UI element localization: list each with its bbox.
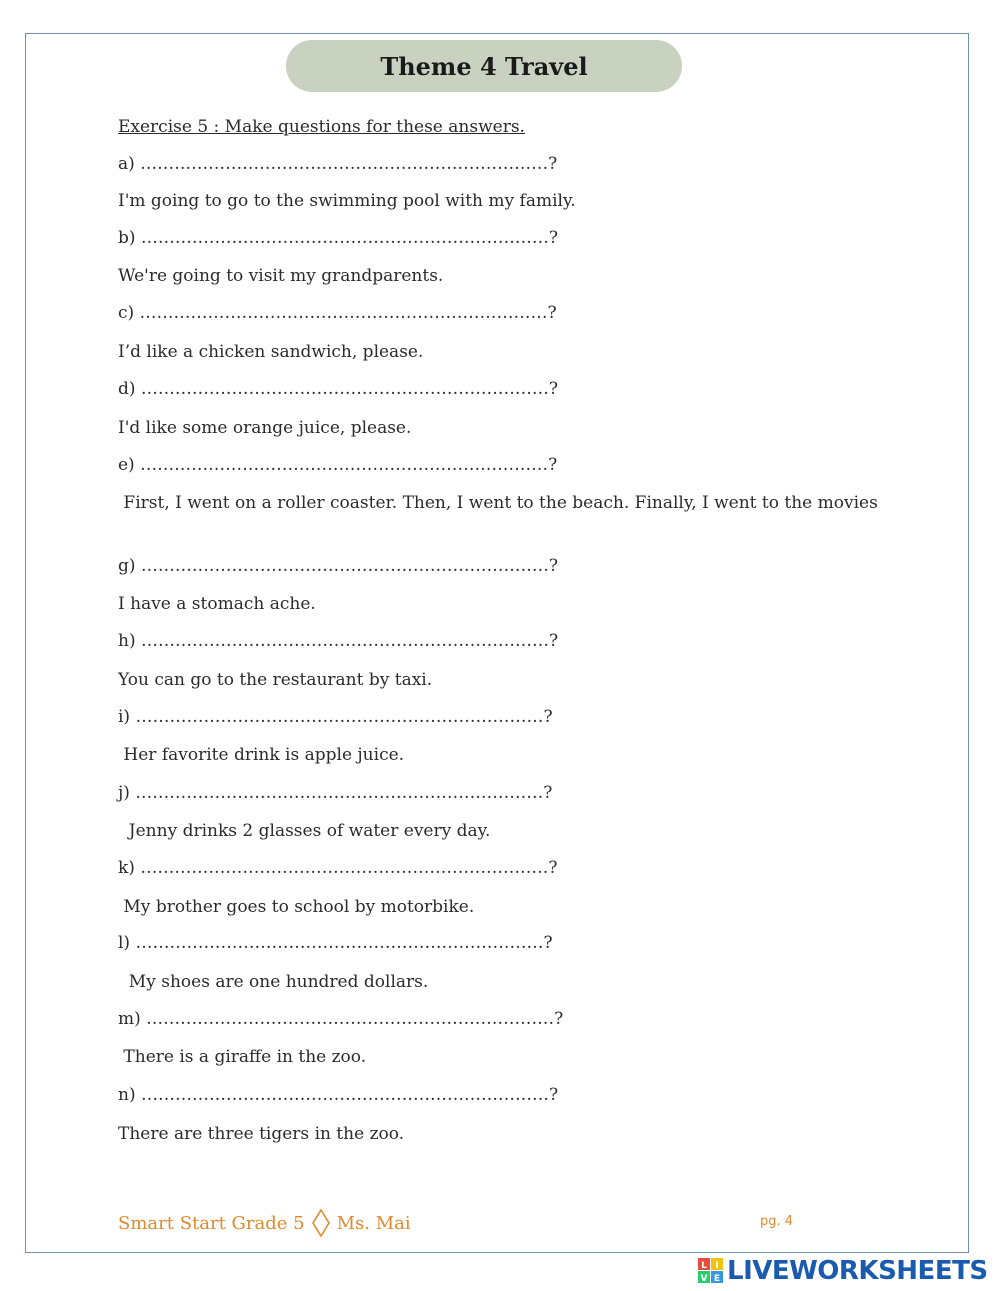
answer-i: Her favorite drink is apple juice. — [118, 745, 405, 765]
answer-b: We're going to visit my grandparents. — [118, 266, 444, 286]
answer-e: First, I went on a roller coaster. Then, I went to the beach. Finally, I went to the movies — [118, 493, 878, 513]
footer-teacher: Ms. Mai — [336, 1212, 411, 1234]
brand-name: LIVEWORKSHEETS — [727, 1256, 988, 1286]
exercise-instruction: Exercise 5 : Make questions for these answers. — [118, 117, 525, 137]
answer-m: There is a giraffe in the zoo. — [118, 1047, 367, 1067]
question-blank-m[interactable]: m) ………………………………………………………………? — [118, 1009, 564, 1029]
question-blank-h[interactable]: h) ………………………………………………………………? — [118, 631, 559, 651]
answer-n: There are three tigers in the zoo. — [118, 1124, 405, 1144]
answer-k: My brother goes to school by motorbike. — [118, 897, 475, 917]
question-blank-b[interactable]: b) ………………………………………………………………? — [118, 228, 559, 248]
question-blank-l[interactable]: l) ………………………………………………………………? — [118, 933, 553, 953]
answer-h: You can go to the restaurant by taxi. — [118, 670, 433, 690]
answer-c: I’d like a chicken sandwich, please. — [118, 342, 424, 362]
question-blank-g[interactable]: g) ………………………………………………………………? — [118, 556, 559, 576]
diamond-icon — [311, 1208, 331, 1238]
question-blank-n[interactable]: n) ………………………………………………………………? — [118, 1085, 559, 1105]
svg-text:L: L — [701, 1261, 707, 1271]
svg-text:I: I — [715, 1261, 719, 1271]
page-title: Theme 4 Travel — [286, 40, 682, 92]
answer-j: Jenny drinks 2 glasses of water every day. — [118, 821, 491, 841]
question-blank-d[interactable]: d) ………………………………………………………………? — [118, 379, 559, 399]
answer-g: I have a stomach ache. — [118, 594, 316, 614]
page-number: pg. 4 — [760, 1214, 794, 1229]
svg-text:V: V — [700, 1274, 708, 1284]
liveworksheets-logo[interactable] — [698, 1256, 988, 1286]
svg-text:E: E — [713, 1274, 721, 1284]
question-blank-j[interactable]: j) ………………………………………………………………? — [118, 783, 553, 803]
answer-l: My shoes are one hundred dollars. — [118, 972, 429, 992]
answer-a: I'm going to go to the swimming pool with my family. — [118, 191, 576, 211]
liveworksheets-logo-icon — [698, 1258, 724, 1284]
question-blank-i[interactable]: i) ………………………………………………………………? — [118, 707, 553, 727]
footer-course: Smart Start Grade 5 — [118, 1212, 305, 1234]
question-blank-k[interactable]: k) ………………………………………………………………? — [118, 858, 558, 878]
answer-d: I'd like some orange juice, please. — [118, 418, 412, 438]
question-blank-c[interactable]: c) ………………………………………………………………? — [118, 303, 557, 323]
question-blank-e[interactable]: e) ………………………………………………………………? — [118, 455, 558, 475]
footer-credit — [118, 1208, 411, 1238]
question-blank-a[interactable]: a) ………………………………………………………………? — [118, 154, 558, 174]
